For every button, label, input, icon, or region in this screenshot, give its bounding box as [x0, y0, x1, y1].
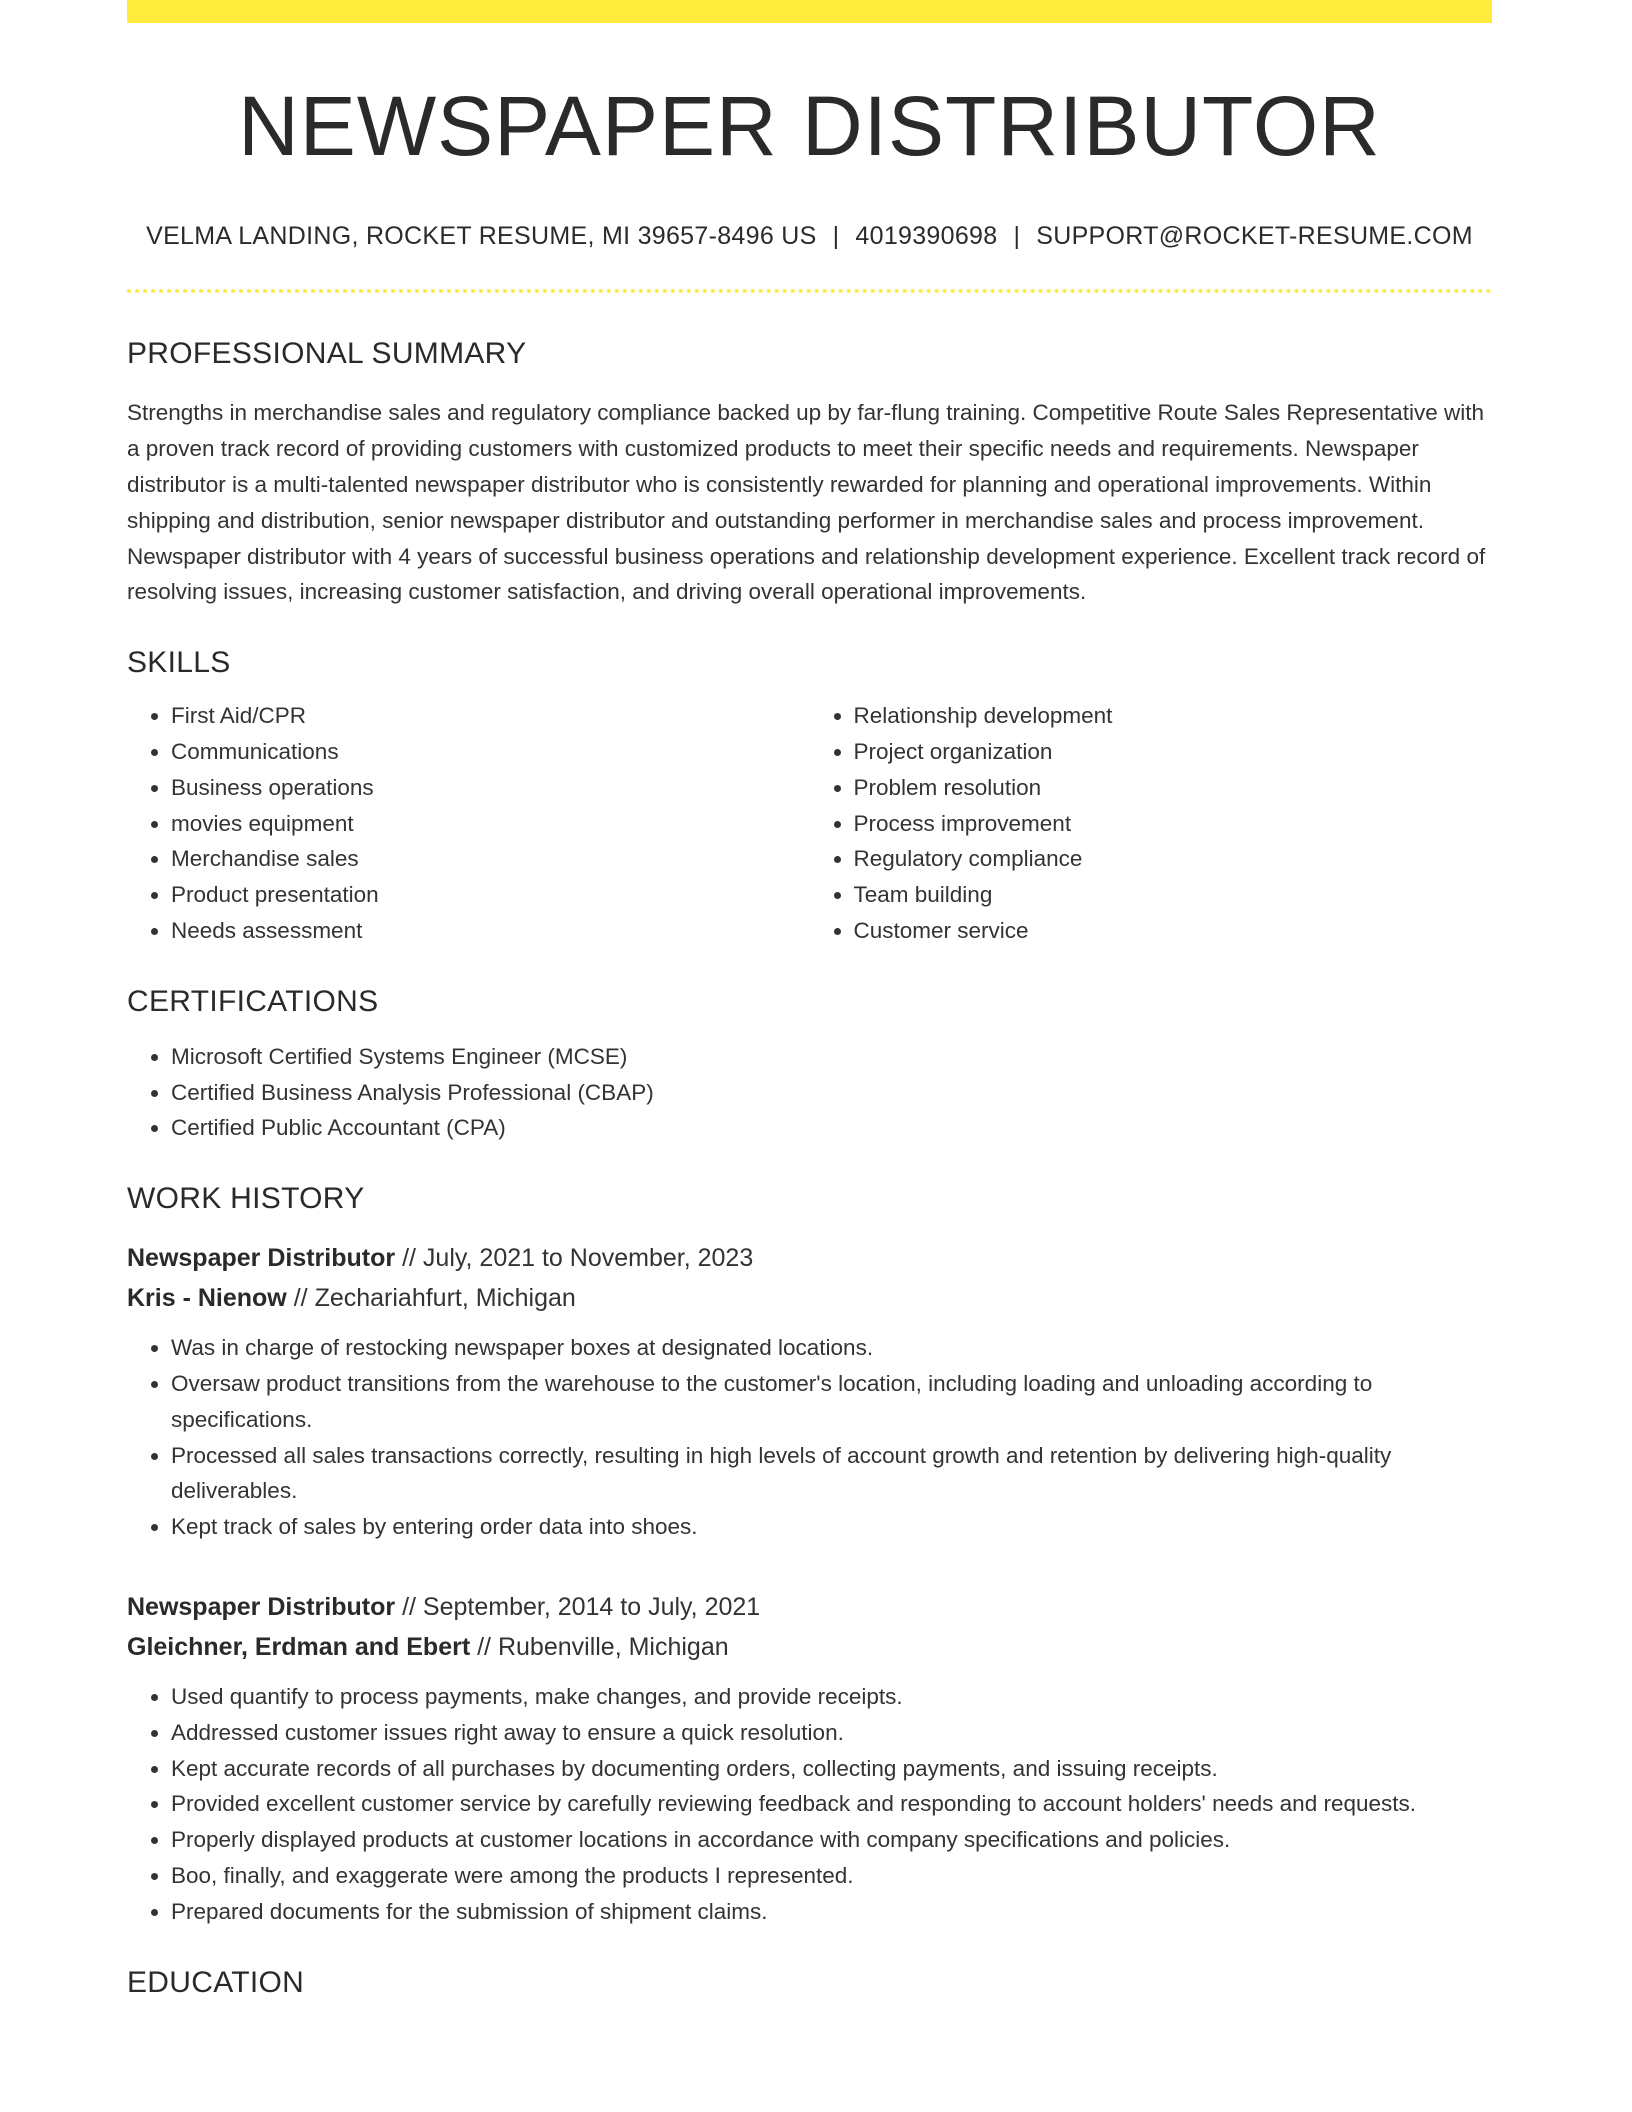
skill-item: • Process improvement [854, 806, 1493, 842]
skill-item: • Customer service [854, 913, 1493, 949]
job-location: Zechariahfurt, Michigan [314, 1284, 576, 1313]
job-separator: // [402, 1244, 416, 1273]
job-bullet: • Boo, finally, and exaggerate were among the products I represented. [171, 1858, 1492, 1894]
skill-item: • Communications [171, 734, 810, 770]
job-role: Newspaper Distributor [127, 1592, 396, 1621]
job-bullet: • Oversaw product transitions from the warehouse to the customer's location, including loading and unloading according to specifications. [171, 1366, 1492, 1438]
summary-text: Strengths in merchandise sales and regulatory compliance backed up by far-flung training. Competitive Route Sales Representative with a proven track record of providing customers with customized products to meet their specific needs and requirements. Newspaper distributor is a multi-talented newspaper distributor who is consistently rewarded for planning and operational improvements. Within shipping and distribution, senior newspaper distributor and outstanding performer in merchandise sales and process improvement. Newspaper distributor with 4 years of successful business operations and relationship development experience. Excellent track record of resolving issues, increasing customer satisfaction, and driving overall operational improvements. [127, 400, 1486, 605]
job-location: Rubenville, Michigan [497, 1632, 729, 1661]
skill-item: • Needs assessment [171, 913, 810, 949]
skill-item: • Team building [854, 877, 1493, 913]
job-title-line [127, 1238, 1492, 1278]
skill-item: • Business operations [171, 770, 810, 806]
skill-item: • Project organization [854, 734, 1493, 770]
contact-separator: | [1013, 222, 1021, 251]
job-company: Kris - Nienow [127, 1284, 287, 1313]
job-bullet: • Prepared documents for the submission of shipment claims. [171, 1894, 1492, 1930]
resume-name: NEWSPAPER DISTRIBUTOR [238, 79, 1381, 173]
skill-item: • First Aid/CPR [171, 698, 810, 734]
job-bullets [127, 1330, 1492, 1545]
job-entry [127, 1238, 1492, 1545]
contact-phone: 4019390698 [855, 222, 998, 251]
job-bullet: • Kept accurate records of all purchases by documenting orders, collecting payments, and issuing receipts. [171, 1751, 1492, 1787]
job-separator: // [293, 1284, 308, 1313]
job-bullet: • Kept track of sales by entering order data into shoes. [171, 1509, 1492, 1545]
resume-content [127, 23, 1492, 2000]
skill-item: • Product presentation [171, 877, 810, 913]
certifications-heading: CERTIFICATIONS [127, 984, 379, 1018]
skills-heading: SKILLS [127, 646, 231, 680]
job-company-line [127, 1627, 1492, 1667]
job-entry [127, 1587, 1492, 1930]
skill-item: • Merchandise sales [171, 841, 810, 877]
job-bullet: • Provided excellent customer service by carefully reviewing feedback and responding to account holders' needs and requests. [171, 1786, 1492, 1822]
job-bullet: • Used quantify to process payments, make changes, and provide receipts. [171, 1679, 1492, 1715]
certification-item: • Certified Public Accountant (CPA) [171, 1110, 1492, 1146]
contact-line [127, 222, 1492, 251]
skills-columns [127, 698, 1492, 949]
skills-left-list [127, 698, 810, 949]
certification-item: • Certified Business Analysis Professional (CBAP) [171, 1075, 1492, 1111]
contact-separator: | [832, 222, 840, 251]
skill-item: • Regulatory compliance [854, 841, 1493, 877]
job-company-line [127, 1278, 1492, 1318]
accent-bar [127, 0, 1492, 23]
skill-item: • Relationship development [854, 698, 1493, 734]
job-separator: // [477, 1632, 492, 1661]
certifications-list [127, 1039, 1492, 1146]
job-bullet: • Was in charge of restocking newspaper boxes at designated locations. [171, 1330, 1492, 1366]
job-bullets [127, 1679, 1492, 1930]
job-bullet: • Properly displayed products at customer locations in accordance with company specifications and policies. [171, 1822, 1492, 1858]
job-dates: September, 2014 to July, 2021 [422, 1592, 761, 1621]
education-heading: EDUCATION [127, 1965, 305, 1999]
contact-email: SUPPORT@ROCKET-RESUME.COM [1036, 222, 1473, 251]
certification-item: • Microsoft Certified Systems Engineer (MCSE) [171, 1039, 1492, 1075]
job-separator: // [402, 1592, 416, 1621]
job-bullet: • Processed all sales transactions correctly, resulting in high levels of account growth and retention by delivering high-quality deliverables. [171, 1438, 1492, 1510]
header-divider [127, 289, 1492, 293]
work-history-heading: WORK HISTORY [127, 1182, 365, 1216]
job-company: Gleichner, Erdman and Ebert [127, 1632, 471, 1661]
skill-item: • Problem resolution [854, 770, 1493, 806]
job-title-line [127, 1587, 1492, 1627]
job-bullet: • Addressed customer issues right away to ensure a quick resolution. [171, 1715, 1492, 1751]
contact-address: VELMA LANDING, ROCKET RESUME, MI 39657-8496 US [146, 222, 817, 251]
summary-heading: PROFESSIONAL SUMMARY [127, 337, 527, 371]
skill-item: • movies equipment [171, 806, 810, 842]
job-role: Newspaper Distributor [127, 1244, 396, 1273]
skills-right-list [810, 698, 1493, 949]
job-dates: July, 2021 to November, 2023 [422, 1244, 754, 1273]
